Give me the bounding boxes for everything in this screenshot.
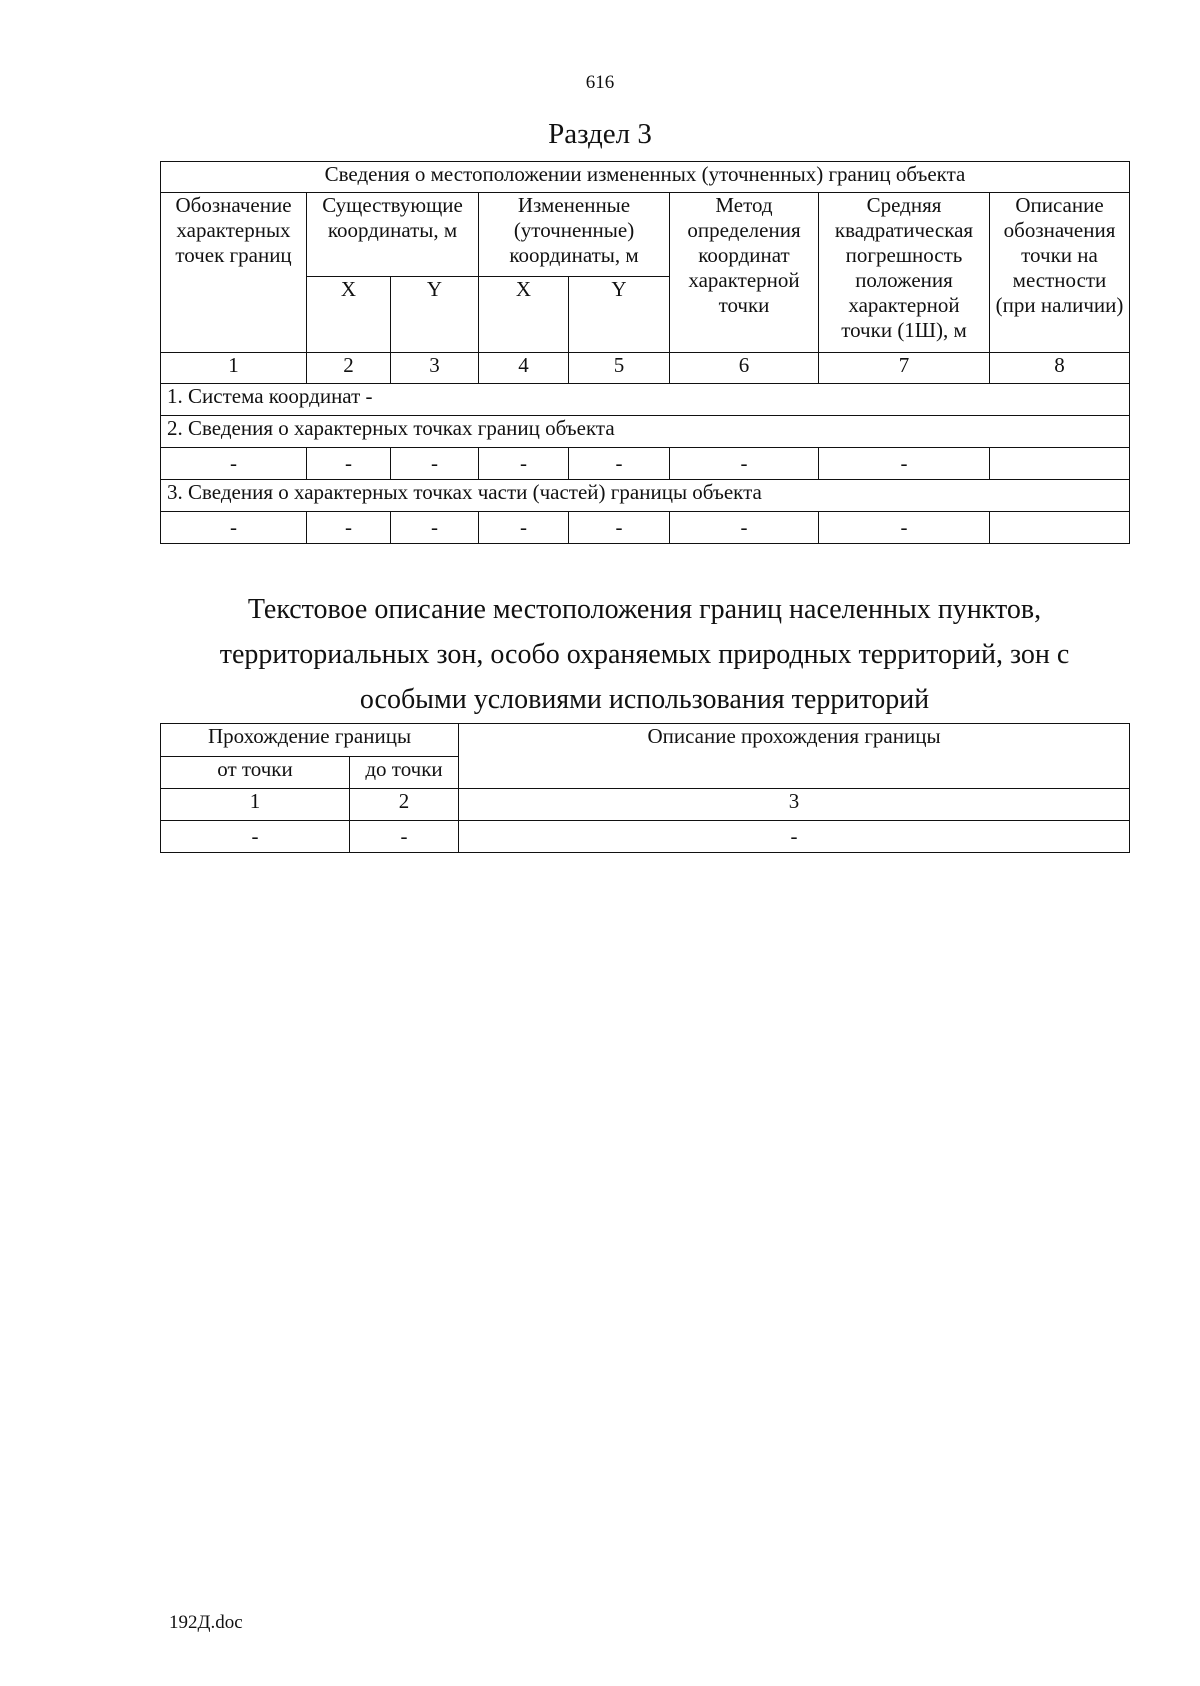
table-cell: -: [569, 512, 670, 544]
header-existing-coords: Существующие координаты, м: [307, 193, 479, 277]
header-boundary-passage: Прохождение границы: [161, 724, 459, 757]
header-x-changed: X: [479, 277, 569, 353]
header-point-designation: Обозначение характерных точек границ: [161, 193, 307, 353]
table-cell: -: [569, 448, 670, 480]
table-cell: -: [391, 512, 479, 544]
col-number: 4: [479, 353, 569, 384]
col-number: 1: [161, 789, 350, 821]
col-number: 6: [670, 353, 819, 384]
col-number: 3: [391, 353, 479, 384]
table-cell: -: [819, 448, 990, 480]
boundary-description-table: [160, 723, 1130, 853]
table-cell: -: [161, 821, 350, 853]
table-cell: -: [307, 448, 391, 480]
table-cell: -: [479, 448, 569, 480]
col-number: 8: [990, 353, 1130, 384]
table-cell: -: [479, 512, 569, 544]
col-number: 2: [307, 353, 391, 384]
table-cell: -: [819, 512, 990, 544]
col-number: 1: [161, 353, 307, 384]
table-cell: -: [161, 512, 307, 544]
table-cell: -: [307, 512, 391, 544]
description-heading-line: особыми условиями использования территорий: [359, 684, 930, 715]
header-y-changed: Y: [569, 277, 670, 353]
section-title: Раздел 3: [548, 118, 652, 150]
header-rmse: Средняя квадратическая погрешность положения характерной точки (1Ш), м: [819, 193, 990, 353]
header-to-point: до точки: [350, 757, 459, 789]
table-cell: -: [161, 448, 307, 480]
header-method: Метод определения координат характерной точки: [670, 193, 819, 353]
table-cell: -: [670, 512, 819, 544]
header-changed-coords: Измененные (уточненные) координаты, м: [479, 193, 670, 277]
description-heading: [160, 587, 1129, 722]
table-cell: -: [670, 448, 819, 480]
header-x-existing: X: [307, 277, 391, 353]
description-heading-line: Текстовое описание местоположения границ населенных пунктов,: [247, 594, 1042, 625]
table-cell: [990, 448, 1130, 480]
header-from-point: от точки: [161, 757, 350, 789]
col-number: 3: [459, 789, 1130, 821]
table1-title: Сведения о местоположении измененных (уточненных) границ объекта: [161, 162, 1130, 193]
table-cell: [990, 512, 1130, 544]
col-number: 2: [350, 789, 459, 821]
section3-title: 3. Сведения о характерных точках части (частей) границы объекта: [161, 480, 1130, 512]
col-number: 5: [569, 353, 670, 384]
table-cell: -: [350, 821, 459, 853]
section2-title: 2. Сведения о характерных точках границ объекта: [161, 416, 1130, 448]
page-number: 616: [585, 72, 615, 93]
header-y-existing: Y: [391, 277, 479, 353]
coord-system-row: 1. Система координат -: [161, 384, 1130, 416]
header-passage-description: Описание прохождения границы: [459, 724, 1130, 789]
boundary-points-table: [160, 161, 1130, 544]
header-location-desc: Описание обозначения точки на местности (при наличии): [990, 193, 1130, 353]
col-number: 7: [819, 353, 990, 384]
description-heading-line: территориальных зон, особо охраняемых природных территорий, зон с: [219, 639, 1070, 670]
footer-filename: 192Д.doc: [169, 1612, 243, 1633]
table-cell: -: [459, 821, 1130, 853]
table-cell: -: [391, 448, 479, 480]
